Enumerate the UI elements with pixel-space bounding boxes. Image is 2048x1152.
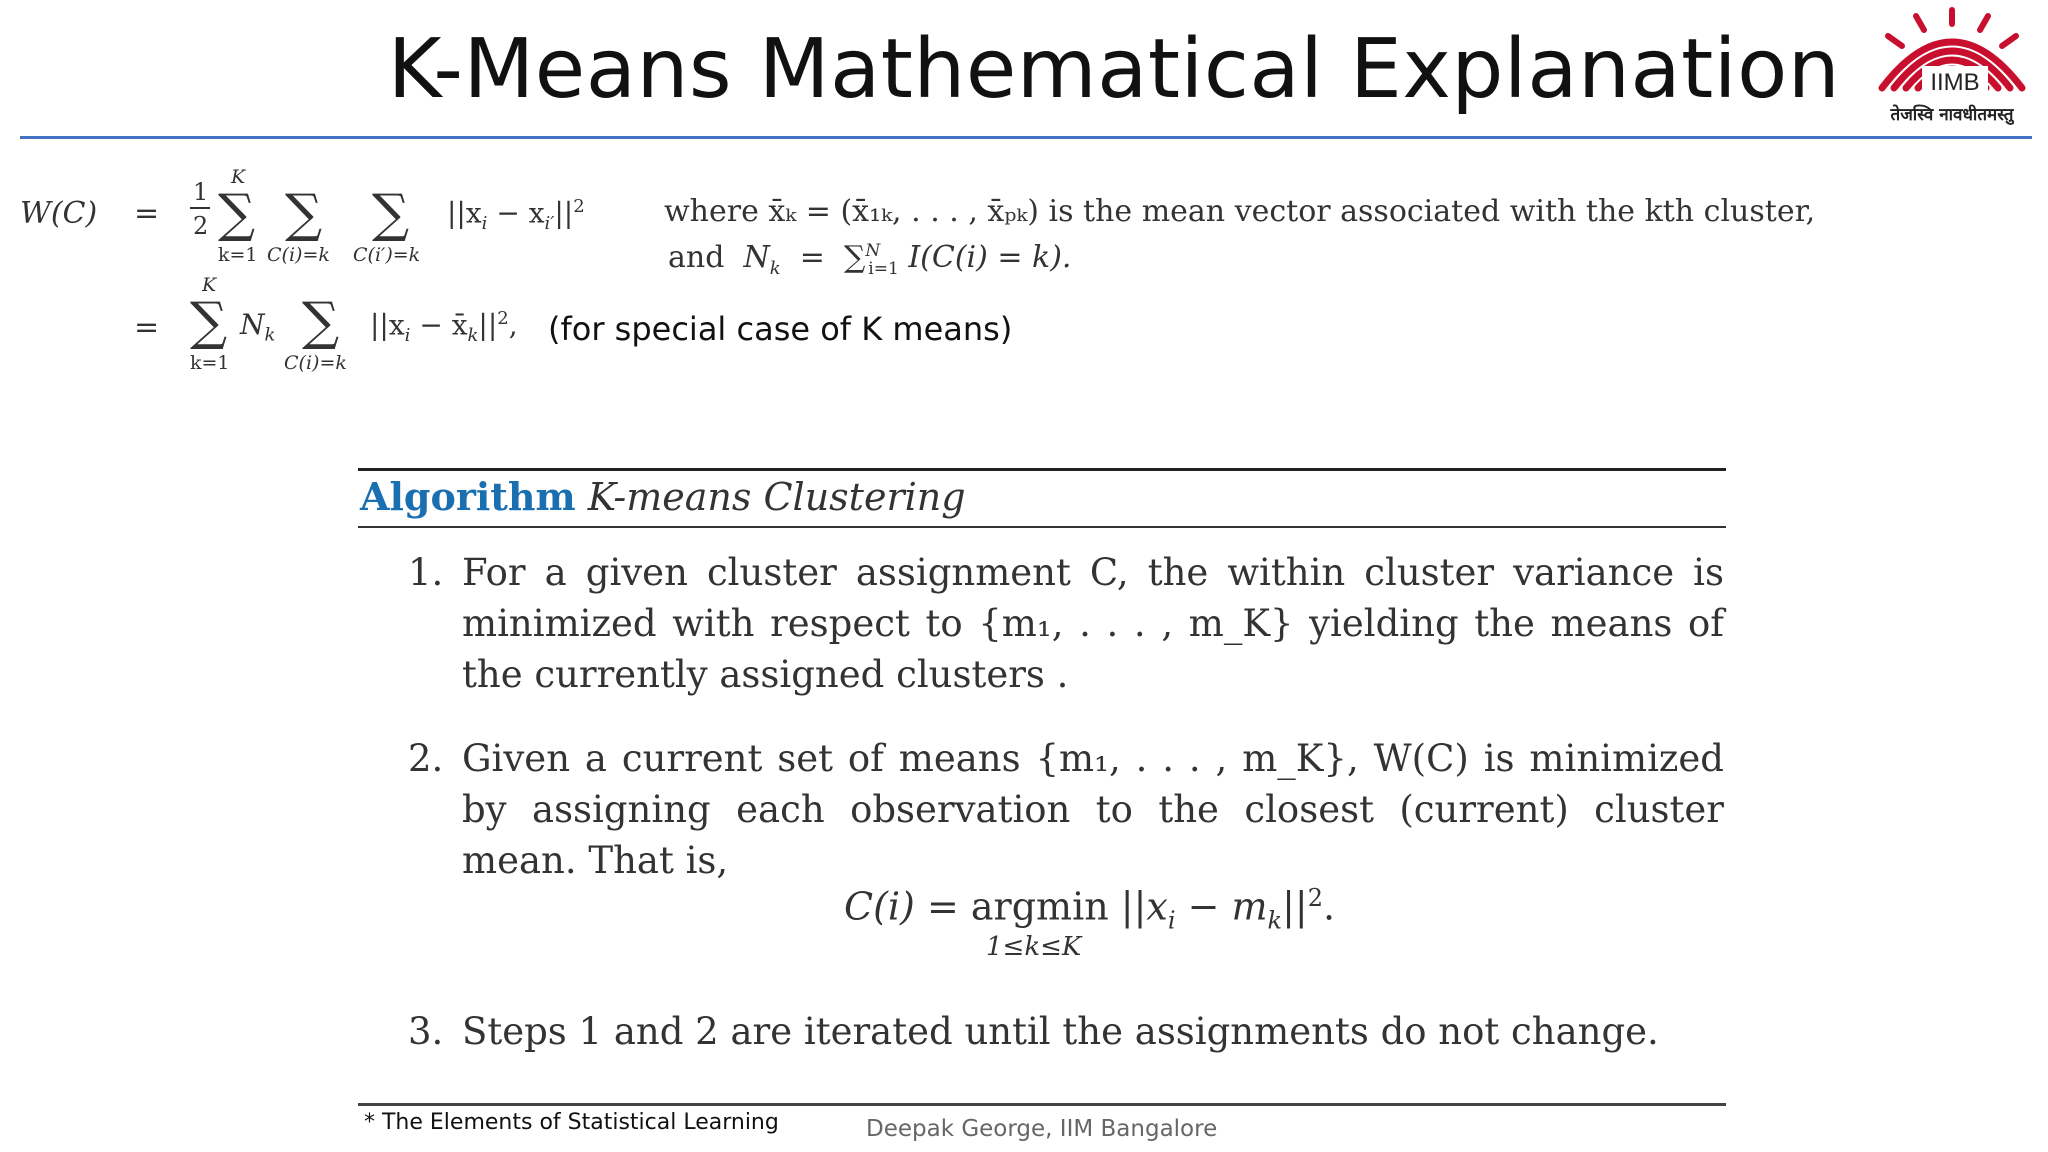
formula-eq1: = (134, 196, 160, 231)
algorithm-name: K-means Clustering (587, 475, 966, 519)
frac-denominator: 2 (193, 212, 209, 240)
sum3-sigma: ∑ (372, 184, 410, 244)
sum4-upper: K (202, 274, 217, 296)
sum3-lower: C(i′)=k (353, 244, 421, 266)
sum1-sigma: ∑ (218, 184, 256, 244)
sum4-lower: k=1 (190, 352, 230, 374)
where-clause-line2: and $N_k = \sum^N_{i=1}$ I(C(i) = k). (668, 240, 1072, 279)
sum2-sigma: ∑ (285, 184, 323, 244)
sum5-sigma: ∑ (302, 292, 340, 352)
algorithm-step-3: 3. Steps 1 and 2 are iterated until the assignments do not change. (408, 1010, 1659, 1053)
algorithm-step-1: 1. For a given cluster assignment C, the within cluster variance is minimized with respect to {m₁, . . . , m_K} yielding the means of the currently assigned clusters . (408, 551, 1724, 696)
logo-tagline: तेजस्वि नावधीतमस्तु (1890, 105, 2014, 125)
algorithm-header (360, 474, 966, 519)
sum5-lower: C(i)=k (284, 352, 347, 374)
argmin-formula: C(i) = argmin $||x_i - m_k||^2$. (844, 884, 1336, 935)
algorithm-mid-rule (358, 526, 1726, 528)
formula-eq2: = (134, 310, 160, 345)
formula-term1: $||x_i - x_{i'}||^2$ (447, 196, 585, 234)
slide-title: K-Means Mathematical Explanation (387, 22, 1841, 117)
source-footnote: * The Elements of Statistical Learning (364, 1110, 779, 1135)
title-divider (20, 136, 2032, 139)
algorithm-step-2: 2. Given a current set of means {m₁, . . . , m_K}, W(C) is minimized by assigning each observation to the closest (current) cluster mean. That is, (408, 737, 1724, 882)
formula-lhs: W(C) (20, 196, 98, 231)
author-credit: Deepak George, IIM Bangalore (866, 1116, 1218, 1142)
where-clause-line1: where x̄ₖ = (x̄₁ₖ, . . . , x̄ₚₖ) is the mean vector associated with the kth cluster, (664, 194, 1816, 229)
formula-term2: $||x_i$ − $x̄_k||^2$, (370, 308, 518, 346)
logo-acronym: IIMB (1930, 69, 1980, 96)
sum1-upper: K (231, 166, 246, 188)
sum2-lower: C(i)=k (267, 244, 330, 266)
formula-Nk: $N_k$ (240, 308, 276, 346)
sum1-lower: k=1 (218, 244, 258, 266)
algorithm-keyword: Algorithm (360, 474, 576, 519)
sum4-sigma: ∑ (190, 292, 228, 352)
frac-numerator: 1 (193, 178, 209, 206)
special-case-note: (for special case of K means) (548, 310, 1013, 348)
algorithm-bottom-rule (358, 1103, 1726, 1106)
frac-bar (190, 207, 210, 209)
algorithm-top-rule (358, 468, 1726, 471)
argmin-subscript: 1≤k≤K (986, 932, 1082, 962)
